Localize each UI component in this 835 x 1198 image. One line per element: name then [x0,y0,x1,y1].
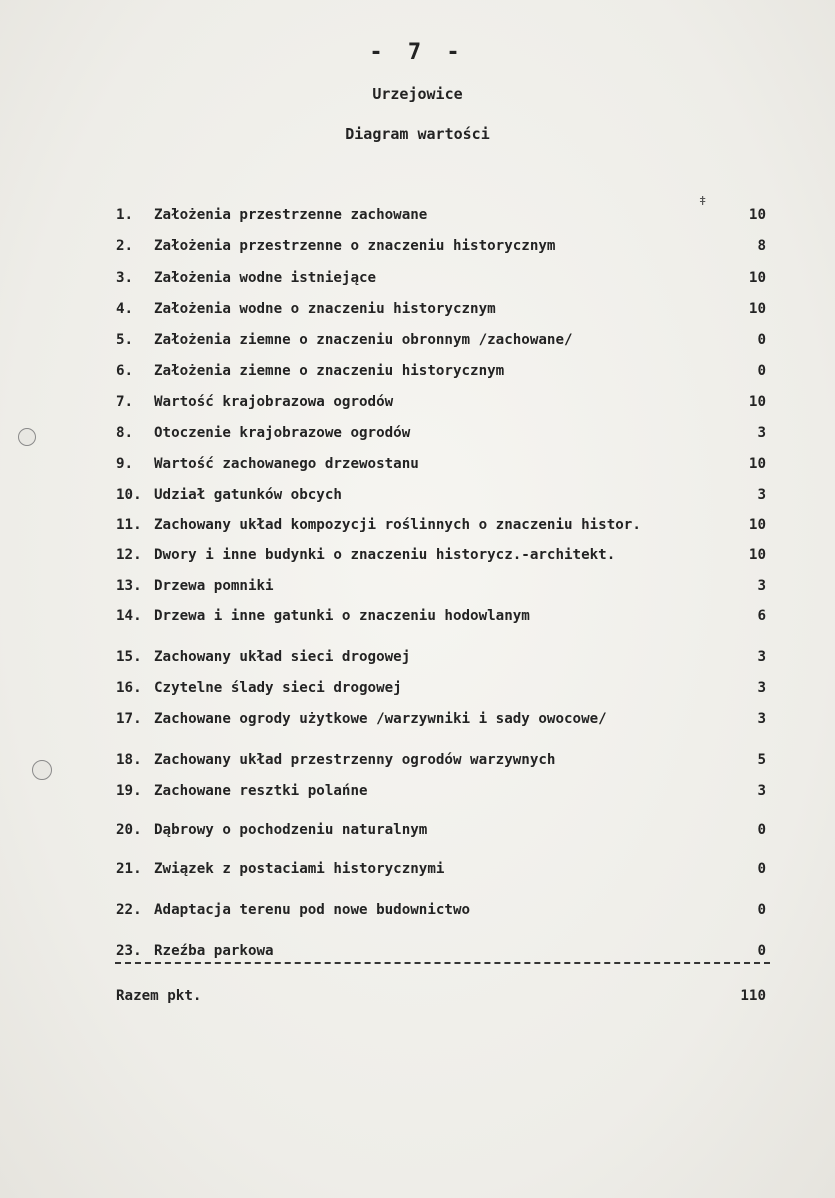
item-label: Zachowany układ przestrzenny ogrodów warzywnych [154,752,556,768]
item-label: Drzewa i inne gatunki o znaczeniu hodowlanym [154,608,530,624]
list-item [116,676,766,700]
list-item [116,543,766,567]
item-label: Założenia ziemne o znaczeniu obronnym /zachowane/ [154,332,573,348]
item-number: 14. [116,608,142,624]
item-value: 0 [757,363,766,379]
item-label: Rzeźba parkowa [154,943,274,959]
item-number: 16. [116,680,142,696]
item-value: 10 [748,394,766,410]
item-value: 10 [748,207,766,223]
item-number: 12. [116,547,142,563]
divider [115,962,770,964]
item-number: 3. [116,270,134,286]
item-value: 0 [757,902,766,918]
punch-hole-icon [32,760,52,780]
page-number: - 7 - [369,40,466,65]
item-label: Związek z postaciami historycznymi [154,861,445,877]
item-value: 3 [757,487,766,503]
item-value: 10 [748,517,766,533]
item-label: Założenia przestrzenne o znaczeniu historycznym [154,238,556,254]
item-value: 10 [748,270,766,286]
item-number: 15. [116,649,142,665]
item-value: 6 [757,608,766,624]
total-label: Razem pkt. [116,988,202,1004]
list-item [116,857,766,881]
item-value: 3 [757,711,766,727]
item-label: Założenia wodne o znaczeniu historycznym [154,301,496,317]
list-item [116,748,766,772]
item-number: 20. [116,822,142,838]
item-number: 9. [116,456,134,472]
item-label: Założenia ziemne o znaczeniu historycznym [154,363,505,379]
item-label: Zachowane resztki polańne [154,783,368,799]
item-value: 10 [748,547,766,563]
item-label: Dwory i inne budynki o znaczeniu historycz.-architekt. [154,547,616,563]
list-item [116,203,766,227]
item-value: 10 [748,456,766,472]
item-value: 3 [757,649,766,665]
item-label: Otoczenie krajobrazowe ogrodów [154,425,411,441]
item-number: 1. [116,207,134,223]
item-label: Założenia wodne istniejące [154,270,377,286]
item-label: Wartość zachowanego drzewostanu [154,456,419,472]
list-item [116,234,766,258]
list-item [116,939,766,963]
item-value: 3 [757,578,766,594]
item-label: Wartość krajobrazowa ogrodów [154,394,394,410]
item-number: 7. [116,394,134,410]
item-label: Założenia przestrzenne zachowane [154,207,428,223]
item-value: 0 [757,332,766,348]
item-label: Zachowany układ sieci drogowej [154,649,411,665]
list-item [116,779,766,803]
item-label: Adaptacja terenu pod nowe budownictwo [154,902,471,918]
item-number: 13. [116,578,142,594]
item-value: 3 [757,783,766,799]
item-value: 0 [757,861,766,877]
item-number: 11. [116,517,142,533]
list-item [116,707,766,731]
total-value: 110 [740,988,766,1004]
list-item [116,645,766,669]
item-value: 10 [748,301,766,317]
item-value: 3 [757,680,766,696]
pencil-mark-icon: ǂ [699,194,707,208]
list-item [116,513,766,537]
list-item [116,297,766,321]
item-value: 8 [757,238,766,254]
item-value: 0 [757,943,766,959]
item-number: 6. [116,363,134,379]
list-item [116,483,766,507]
item-value: 3 [757,425,766,441]
item-value: 0 [757,822,766,838]
item-label: Czytelne ślady sieci drogowej [154,680,402,696]
item-number: 22. [116,902,142,918]
list-item [116,266,766,290]
list-item [116,328,766,352]
item-value: 5 [757,752,766,768]
item-label: Dąbrowy o pochodzeniu naturalnym [154,822,428,838]
punch-hole-icon [18,428,36,446]
item-label: Drzewa pomniki [154,578,274,594]
list-item [116,574,766,598]
item-label: Zachowane ogrody użytkowe /warzywniki i sady owocowe/ [154,711,607,727]
page-title: Diagram wartości [345,125,490,143]
total-row [116,984,766,1008]
item-label: Zachowany układ kompozycji roślinnych o znaczeniu histor. [154,517,641,533]
list-item [116,452,766,476]
item-number: 8. [116,425,134,441]
list-item [116,359,766,383]
list-item [116,421,766,445]
item-label: Udział gatunków obcych [154,487,342,503]
list-item [116,604,766,628]
item-number: 17. [116,711,142,727]
list-item [116,818,766,842]
item-number: 19. [116,783,142,799]
item-number: 2. [116,238,134,254]
item-number: 18. [116,752,142,768]
item-number: 23. [116,943,142,959]
item-number: 10. [116,487,142,503]
item-number: 5. [116,332,134,348]
list-item [116,898,766,922]
list-item [116,390,766,414]
item-number: 4. [116,301,134,317]
item-number: 21. [116,861,142,877]
place-name: Urzejowice [372,85,463,103]
